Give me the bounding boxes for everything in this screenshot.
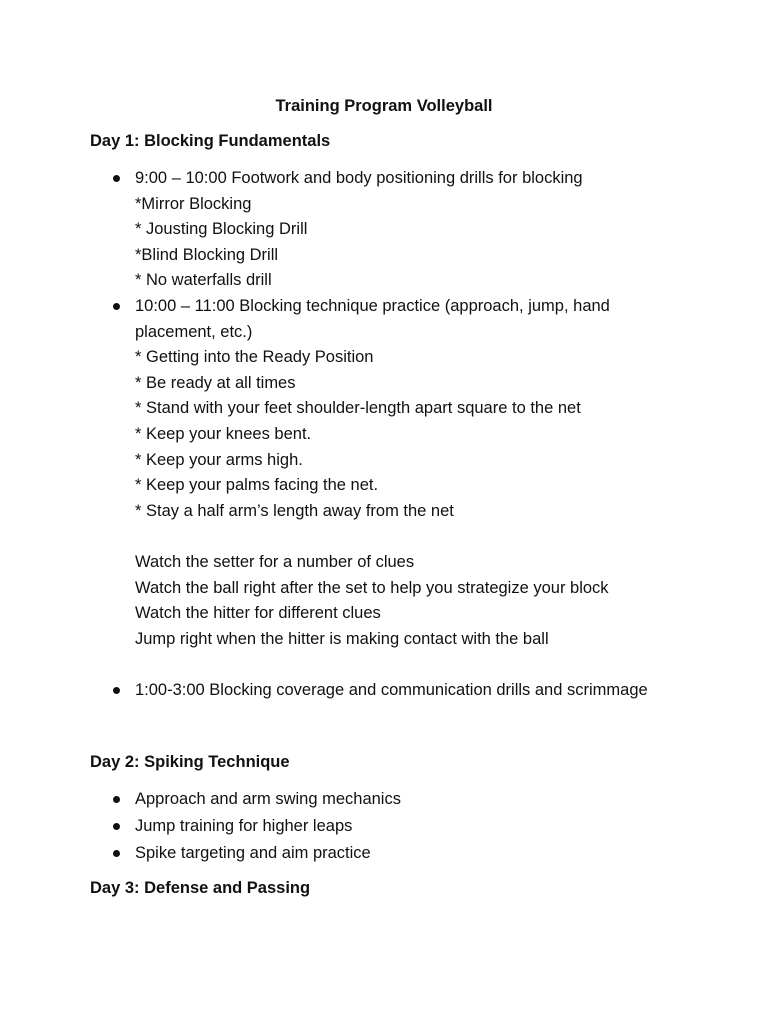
session2-line: * Getting into the Ready Position	[135, 348, 374, 367]
day2-item	[0, 786, 768, 813]
session2-line: * Keep your palms facing the net.	[135, 476, 379, 495]
day2-item-text: Jump training for higher leaps	[135, 817, 353, 835]
blank-line	[135, 652, 768, 678]
day2-item-text: Approach and arm swing mechanics	[135, 790, 401, 808]
day2-items-list	[0, 786, 768, 867]
bullet-icon	[113, 175, 120, 182]
bullet-icon	[113, 303, 120, 310]
session2-line: placement, etc.)	[135, 322, 253, 341]
session3-line: 1:00-3:00 Blocking coverage and communication drills and scrimmage	[135, 680, 648, 699]
page-title: Training Program Volleyball	[275, 97, 493, 115]
session2-line: 10:00 – 11:00 Blocking technique practice (approach, jump, hand	[135, 296, 610, 315]
day3-heading: Day 3: Defense and Passing	[90, 879, 311, 897]
session1-line: *Mirror Blocking	[135, 194, 252, 213]
session1-line: *Blind Blocking Drill	[135, 245, 279, 264]
blank-line	[135, 524, 768, 550]
session1-line: * No waterfalls drill	[135, 271, 272, 290]
session1-line: * Jousting Blocking Drill	[135, 220, 308, 239]
watch-line: Jump right when the hitter is making contact with the ball	[135, 629, 549, 648]
session2-line: * Stay a half arm’s length away from the net	[135, 501, 454, 520]
day2-item-text: Spike targeting and aim practice	[135, 844, 371, 862]
day2-item	[0, 840, 768, 867]
day1-session3	[0, 678, 768, 704]
bullet-icon	[113, 850, 120, 857]
watch-line: Watch the hitter for different clues	[135, 604, 381, 623]
day2-item	[0, 813, 768, 840]
day1-sessions-list	[0, 166, 768, 703]
session2-line: * Be ready at all times	[135, 373, 296, 392]
bullet-icon	[113, 823, 120, 830]
session2-line: * Keep your arms high.	[135, 450, 303, 469]
day2-heading: Day 2: Spiking Technique	[90, 753, 290, 771]
session2-line: * Stand with your feet shoulder-length apart square to the net	[135, 399, 581, 418]
day1-session2	[0, 294, 768, 678]
watch-line: Watch the setter for a number of clues	[135, 552, 415, 571]
watch-line: Watch the ball right after the set to help you strategize your block	[135, 578, 609, 597]
bullet-icon	[113, 687, 120, 694]
bullet-icon	[113, 796, 120, 803]
day1-heading: Day 1: Blocking Fundamentals	[90, 132, 331, 150]
session1-line: 9:00 – 10:00 Footwork and body positioning drills for blocking	[135, 169, 583, 187]
day1-session1	[0, 166, 768, 294]
session2-line: * Keep your knees bent.	[135, 424, 312, 443]
